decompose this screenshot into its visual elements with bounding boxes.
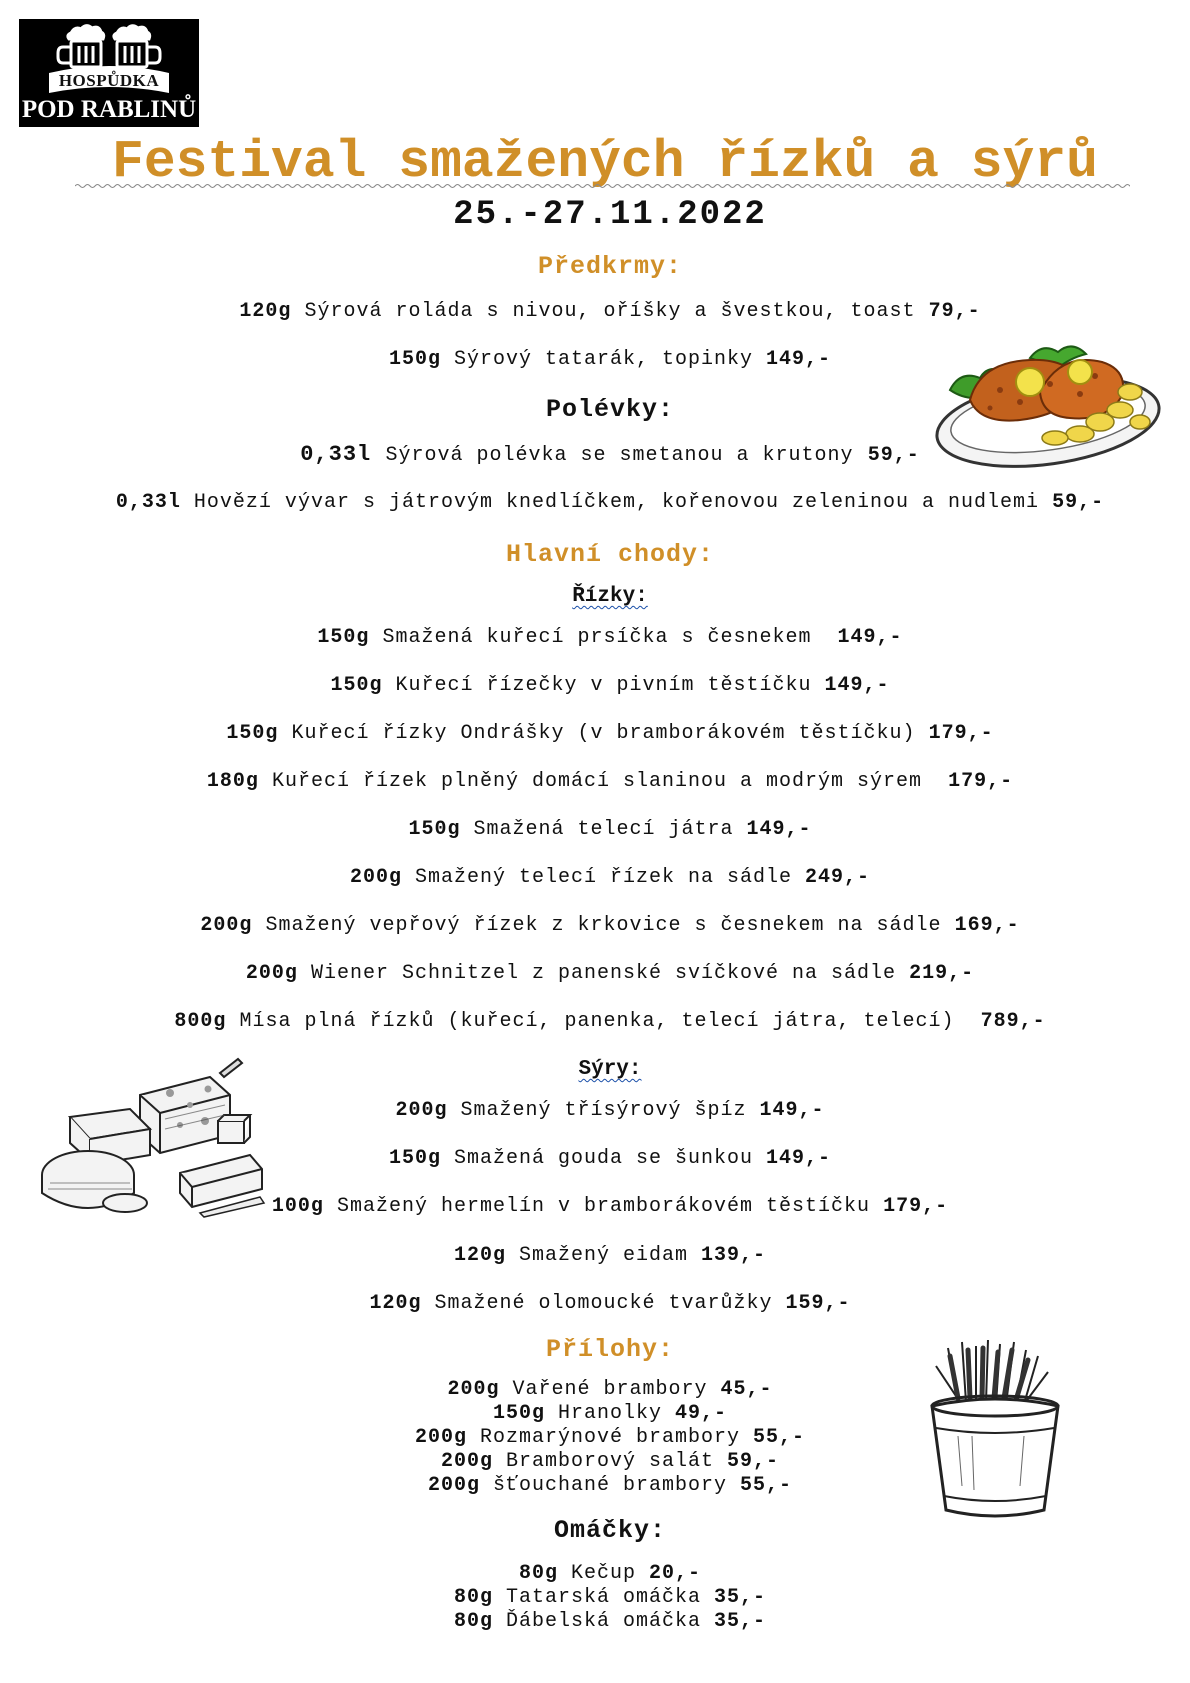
item-price: 59,- bbox=[867, 444, 920, 467]
logo-text-bottom: POD RABLINŮ bbox=[21, 96, 197, 123]
menu-item bbox=[0, 1292, 1190, 1316]
item-price: 179,- bbox=[948, 770, 1014, 793]
item-price: 59,- bbox=[1052, 491, 1105, 514]
item-weight: 80g bbox=[453, 1610, 493, 1633]
item-weight: 150g bbox=[388, 348, 441, 371]
title-underline bbox=[75, 183, 1130, 189]
section-heading-prilohy: Přílohy: bbox=[545, 1335, 675, 1364]
item-weight: 80g bbox=[518, 1562, 558, 1585]
item-price: 20,- bbox=[649, 1562, 702, 1585]
section-heading-predkrmy: Předkrmy: bbox=[537, 252, 683, 281]
item-price: 149,- bbox=[837, 626, 903, 649]
item-weight: 0,33l bbox=[300, 442, 372, 467]
fries-bucket-icon bbox=[928, 1336, 1063, 1521]
item-price: 219,- bbox=[909, 962, 975, 985]
item-weight: 80g bbox=[453, 1586, 493, 1609]
item-weight: 200g bbox=[245, 962, 298, 985]
item-weight: 200g bbox=[395, 1099, 448, 1122]
logo bbox=[19, 19, 199, 127]
item-weight: 120g bbox=[239, 300, 292, 323]
item-weight: 800g bbox=[174, 1010, 227, 1033]
item-price: 179,- bbox=[883, 1195, 949, 1218]
item-name: Smažená gouda se šunkou bbox=[453, 1147, 754, 1170]
menu-item bbox=[0, 626, 1190, 650]
item-name: Smažený vepřový řízek z krkovice s česnekem na sádle bbox=[265, 914, 942, 937]
item-name: Smažená kuřecí prsíčka s česnekem bbox=[382, 626, 812, 649]
item-weight: 150g bbox=[408, 818, 461, 841]
menu-item bbox=[0, 1562, 1190, 1586]
item-weight: 200g bbox=[414, 1426, 467, 1449]
item-weight: 150g bbox=[226, 722, 279, 745]
item-price: 249,- bbox=[805, 866, 871, 889]
menu-item bbox=[0, 1586, 1190, 1610]
menu-item bbox=[0, 300, 1190, 324]
item-price: 169,- bbox=[954, 914, 1020, 937]
item-price: 35,- bbox=[714, 1586, 767, 1609]
item-name: šťouchané brambory bbox=[492, 1474, 728, 1497]
item-weight: 150g bbox=[317, 626, 370, 649]
menu-item bbox=[0, 722, 1190, 746]
item-name: Hranolky bbox=[557, 1402, 662, 1425]
section-heading-polevky: Polévky: bbox=[545, 395, 675, 424]
menu-item bbox=[0, 818, 1190, 842]
item-name: Vařené brambory bbox=[512, 1378, 708, 1401]
item-weight: 100g bbox=[271, 1195, 324, 1218]
item-weight: 200g bbox=[349, 866, 402, 889]
item-price: 149,- bbox=[824, 674, 890, 697]
item-price: 49,- bbox=[675, 1402, 728, 1425]
item-price: 149,- bbox=[766, 348, 832, 371]
section-heading-hlavni-chody: Hlavní chody: bbox=[505, 540, 715, 569]
item-weight: 0,33l bbox=[115, 491, 181, 514]
menu-item bbox=[0, 491, 1190, 515]
cheese-board-icon bbox=[20, 1055, 285, 1230]
item-name: Sýrová polévka se smetanou a krutony bbox=[385, 444, 854, 467]
menu-item bbox=[0, 962, 1190, 986]
item-weight: 150g bbox=[492, 1402, 545, 1425]
item-name: Kuřecí řízky Ondrášky (v bramborákovém těstíčku) bbox=[291, 722, 916, 745]
subsection-heading-text: Sýry: bbox=[578, 1058, 642, 1081]
item-price: 789,- bbox=[980, 1010, 1046, 1033]
item-name: Bramborový salát bbox=[505, 1450, 715, 1473]
menu-item bbox=[0, 914, 1190, 938]
item-price: 139,- bbox=[701, 1244, 767, 1267]
item-price: 55,- bbox=[740, 1474, 793, 1497]
menu-item bbox=[0, 1610, 1190, 1634]
item-price: 79,- bbox=[928, 300, 981, 323]
item-weight: 200g bbox=[200, 914, 253, 937]
item-name: Kuřecí řízečky v pivním těstíčku bbox=[395, 674, 812, 697]
item-price: 59,- bbox=[727, 1450, 780, 1473]
item-name: Smažený hermelín v bramborákovém těstíčku bbox=[336, 1195, 871, 1218]
item-price: 45,- bbox=[720, 1378, 773, 1401]
item-price: 149,- bbox=[759, 1099, 825, 1122]
item-price: 179,- bbox=[928, 722, 994, 745]
item-weight: 120g bbox=[369, 1292, 422, 1315]
menu-item bbox=[0, 770, 1190, 794]
item-weight: 200g bbox=[447, 1378, 500, 1401]
item-name: Hovězí vývar s játrovým knedlíčkem, kořenovou zeleninou a nudlemi bbox=[193, 491, 1040, 514]
item-weight: 120g bbox=[453, 1244, 506, 1267]
item-name: Sýrová roláda s nivou, oříšky a švestkou, toast bbox=[304, 300, 916, 323]
item-name: Smažený třísýrový špíz bbox=[460, 1099, 747, 1122]
item-name: Smažená telecí játra bbox=[473, 818, 734, 841]
item-name: Ďábelská omáčka bbox=[505, 1610, 702, 1633]
menu-item bbox=[0, 1010, 1190, 1034]
menu-item bbox=[0, 866, 1190, 890]
item-name: Tatarská omáčka bbox=[505, 1586, 702, 1609]
event-date: 25.-27.11.2022 bbox=[453, 196, 767, 234]
item-price: 35,- bbox=[714, 1610, 767, 1633]
item-weight: 200g bbox=[440, 1450, 493, 1473]
item-name: Smažený telecí řízek na sádle bbox=[414, 866, 793, 889]
item-name: Kečup bbox=[570, 1562, 636, 1585]
item-name: Wiener Schnitzel z panenské svíčkové na sádle bbox=[310, 962, 897, 985]
item-price: 159,- bbox=[785, 1292, 851, 1315]
item-name: Rozmarýnové brambory bbox=[479, 1426, 741, 1449]
subsection-heading-text: Řízky: bbox=[572, 585, 648, 608]
item-price: 149,- bbox=[766, 1147, 832, 1170]
item-weight: 200g bbox=[427, 1474, 480, 1497]
item-name: Mísa plná řízků (kuřecí, panenka, telecí játra, telecí) bbox=[239, 1010, 955, 1033]
item-name: Smažené olomoucké tvarůžky bbox=[434, 1292, 773, 1315]
logo-text-top: HOSPŮDKA bbox=[58, 71, 160, 90]
menu-item bbox=[0, 674, 1190, 698]
item-name: Kuřecí řízek plněný domácí slaninou a modrým sýrem bbox=[271, 770, 923, 793]
section-heading-omacky: Omáčky: bbox=[553, 1516, 667, 1545]
item-price: 55,- bbox=[753, 1426, 806, 1449]
schnitzel-plate-icon bbox=[930, 330, 1175, 480]
menu-item bbox=[0, 1244, 1190, 1268]
item-weight: 180g bbox=[206, 770, 259, 793]
subsection-heading-rizky bbox=[0, 585, 1190, 609]
page-title: Festival smažených řízků a sýrů bbox=[112, 132, 1098, 192]
item-name: Sýrový tatarák, topinky bbox=[453, 348, 754, 371]
item-weight: 150g bbox=[388, 1147, 441, 1170]
item-price: 149,- bbox=[746, 818, 812, 841]
item-name: Smažený eidam bbox=[518, 1244, 689, 1267]
item-weight: 150g bbox=[330, 674, 383, 697]
